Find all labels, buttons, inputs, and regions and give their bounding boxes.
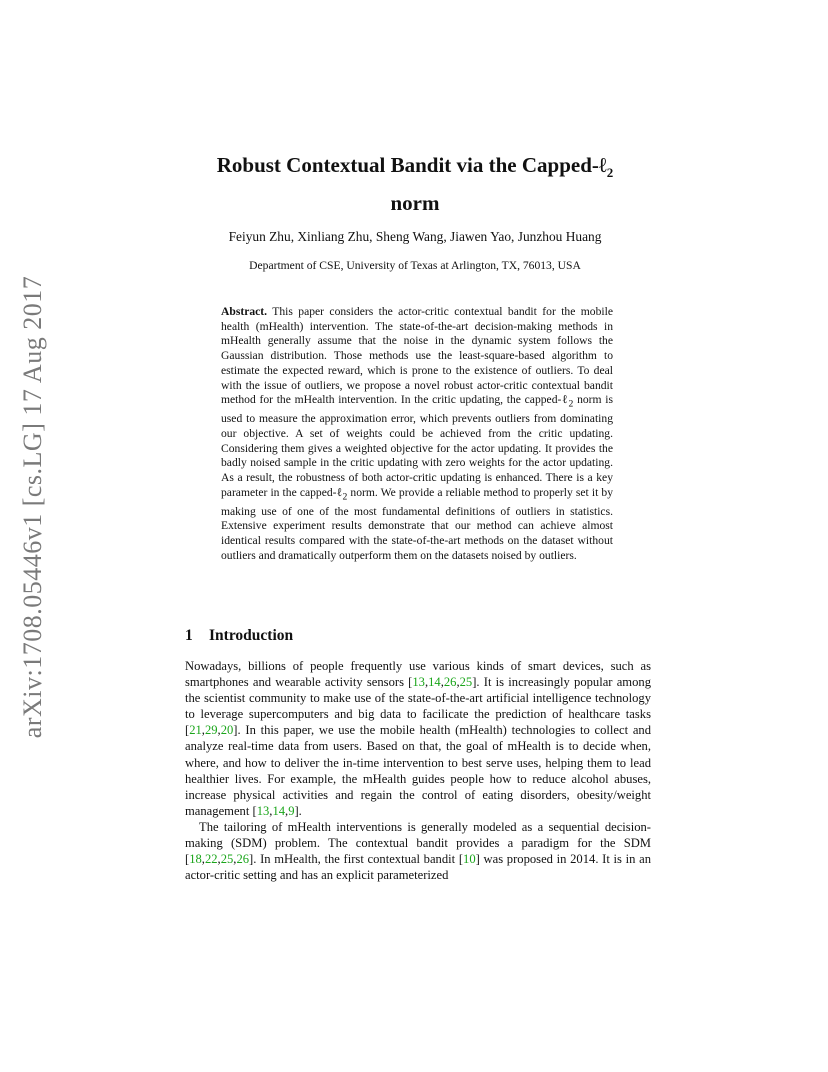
citation-link[interactable]: 9	[288, 803, 295, 818]
author-list: Feiyun Zhu, Xinliang Zhu, Sheng Wang, Jiawen Yao, Junzhou Huang	[228, 229, 602, 244]
citation-link[interactable]: 29	[204, 723, 218, 738]
citation-link[interactable]: 13	[256, 803, 270, 818]
citation-link[interactable]: 13	[412, 675, 425, 690]
section-title: Introduction	[209, 627, 294, 644]
paper-title: Robust Contextual Bandit via the Capped-ℓ$_2$ norm	[216, 153, 614, 216]
section-number: 1	[185, 627, 193, 644]
abstract: Abstract. This paper considers the actor-critic contextual bandit for the mobile health (mHealth) intervention. The state-of-the-art decision-making methods in mHealth generally assume that the noise in the dynamic system follows the Gaussian distribution. Those methods use the least-square-based algorithm to estimate the expected reward, which is prone to the existence of outliers. To deal with the issue of outliers, we propose a novel robust actor-critic contextual bandit method for the mHealth intervention. In the critic updating, the capped-ℓ$_2$ norm is used to measure the approximation error, which prevents outliers from dominating our objective. A set of weights could be achieved from the critic updating. Considering them gives a weighted objective for the actor updating. It provides the badly noised sample in the critic updating with zero weights for the actor updating. As a result, the robustness of both actor-critic updating is enhanced. There is a key parameter in the capped-ℓ$_2$ norm. We provide a reliable method to properly set it by making use of one of the most fundamental definitions of outliers in statistics. Extensive experiment results demonstrate that our method can achieve almost identical results compared with the state-of-the-art methods on the dataset without outliers and dramatically outperform them on the datasets noised by outliers.	[221, 305, 613, 562]
citation-link[interactable]: 26	[443, 675, 457, 690]
body-text	[185, 658, 651, 883]
citation-link[interactable]: 10	[463, 852, 476, 867]
citation-link[interactable]: 22	[204, 852, 218, 867]
citation-link[interactable]: 14	[272, 803, 286, 818]
citation-link[interactable]: 25	[459, 675, 473, 690]
citation-link[interactable]: 14	[428, 675, 441, 690]
abstract-label: Abstract.	[221, 305, 268, 318]
citation-link[interactable]: 20	[220, 723, 234, 738]
citation-link[interactable]: 18	[189, 852, 202, 867]
citation-link[interactable]: 26	[236, 852, 250, 867]
affiliation: Department of CSE, University of Texas at Arlington, TX, 76013, USA	[249, 259, 581, 272]
paragraph: The tailoring of mHealth interventions is generally modeled as a sequential decision-making (SDM) problem. The contextual bandit provides a paradigm for the SDM [18,22,25,26]. In mHealth, the first contextual bandit [10] was proposed in 2014. It is in an actor-critic setting and has an explicit parameterized	[185, 819, 652, 883]
arxiv-identifier: arXiv:1708.05446v1 [cs.LG] 17 Aug 2017	[18, 275, 47, 739]
section-heading	[185, 627, 293, 645]
citation-link[interactable]: 21	[189, 723, 202, 738]
citation-link[interactable]: 25	[220, 852, 234, 867]
paragraph: Nowadays, billions of people frequently use various kinds of smart devices, such as smartphones and wearable activity sensors [13,14,26,25]. It is increasingly popular among the scientist community to make use of the state-of-the-art artificial intelligence technology to leverage supercomputers and big data to facilicate the prediction of healthcare tasks [21,29,20]. In this paper, we use the mobile health (mHealth) technologies to collect and analyze real-time data from users. Based on that, the goal of mHealth is to decide when, where, and how to deliver the in-time intervention to best serve uses, helping them to lead healthier lives. For example, the mHealth guides people how to reduce alcohol abuses, increase physical activities and regain the control of eating disorders, obesity/weight management [13,14,9].	[185, 659, 651, 818]
